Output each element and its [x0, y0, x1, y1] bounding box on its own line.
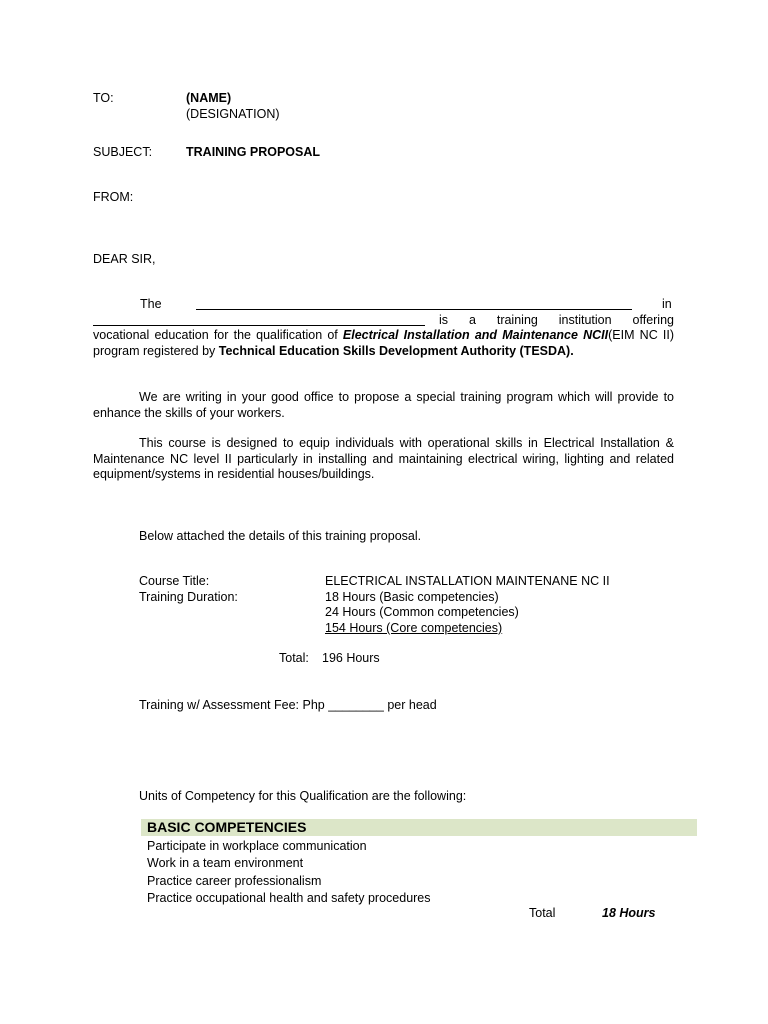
- basic-competencies-header: [141, 819, 697, 836]
- duration-core: 154 Hours (Core competencies): [325, 621, 503, 635]
- intro-text-start: vocational education for the qualification of: [93, 328, 343, 342]
- assessment-fee: [139, 698, 437, 714]
- basic-competencies-heading: BASIC COMPETENCIES: [147, 819, 307, 835]
- competency-item: Practice career professionalism: [147, 874, 322, 888]
- recipient-name: (NAME): [186, 91, 232, 105]
- course-title-label: Course Title:: [139, 574, 210, 588]
- course-description-paragraph: This course is designed to equip individuals with operational skills in Electrical Installation & Maintenance NC level II particularly in installing and maintaining electrical wiring, lighting and related equipment/systems in residential houses/buildings.: [93, 436, 674, 481]
- location-blank: [93, 313, 425, 326]
- competency-item: Participate in workplace communication: [147, 839, 367, 853]
- intro-is-a: is a training institution offering: [439, 313, 674, 327]
- intro-in: in: [662, 297, 672, 311]
- competency-item: Work in a team environment: [147, 856, 304, 870]
- authority-name: Technical Education Skills Development Authority (TESDA).: [218, 343, 574, 358]
- fee-blank: ________: [328, 698, 384, 712]
- intro-the: The: [140, 297, 162, 311]
- subject-value: TRAINING PROPOSAL: [186, 145, 321, 159]
- from-label: FROM:: [93, 190, 134, 204]
- to-label: TO:: [93, 91, 114, 105]
- purpose-paragraph: We are writing in your good office to propose a special training program which will provide to enhance the skills of your workers.: [93, 390, 674, 420]
- details-intro: Below attached the details of this training proposal.: [139, 529, 422, 543]
- basic-total-label: Total: [529, 906, 556, 920]
- training-duration-label: Training Duration:: [139, 590, 238, 604]
- duration-common: 24 Hours (Common competencies): [325, 605, 519, 619]
- salutation: DEAR SIR,: [93, 252, 156, 266]
- intro-paragraph: [93, 328, 674, 359]
- qualification-name: Electrical Installation and Maintenance NCII: [342, 328, 609, 342]
- units-intro: Units of Competency for this Qualification are the following:: [139, 789, 467, 803]
- competency-item: Practice occupational health and safety procedures: [147, 891, 431, 905]
- duration-basic: 18 Hours (Basic competencies): [325, 590, 499, 604]
- institution-name-blank: [196, 297, 632, 310]
- fee-label: Training w/ Assessment Fee: Php: [139, 698, 325, 712]
- duration-total-value: 196 Hours: [322, 651, 380, 665]
- fee-suffix: per head: [387, 698, 437, 712]
- subject-label: SUBJECT:: [93, 145, 153, 159]
- duration-total-label: Total:: [279, 651, 309, 665]
- course-title-value: ELECTRICAL INSTALLATION MAINTENANE NC II: [325, 574, 610, 588]
- recipient-designation: (DESIGNATION): [186, 107, 280, 121]
- intro-text-mid: (EIM NC II) program registered by: [93, 328, 674, 358]
- basic-total-value: 18 Hours: [602, 906, 656, 920]
